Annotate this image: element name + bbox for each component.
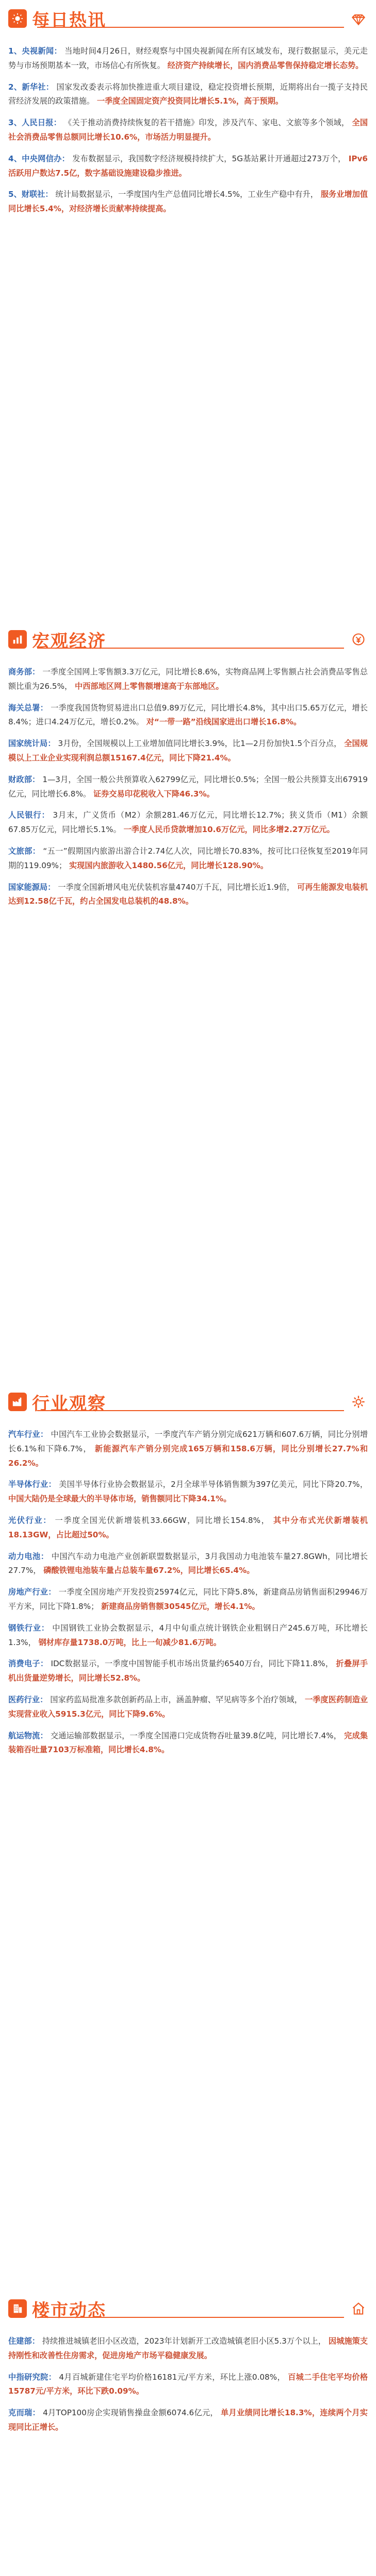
item-highlight: IPv6活跃用户数达7.5亿，数字基础设施建设稳步推进。 xyxy=(8,154,368,178)
item-text: 当地时间4月26日，财经观察与中国央视新闻在所有区域发布，现行数据显示，美元走势与市场预期基本一致，市场信心有所恢复。 xyxy=(8,46,368,70)
news-item xyxy=(8,1550,368,1579)
item-text: 一季度全国光伏新增装机33.66GW，同比增长154.8%， xyxy=(55,1515,270,1525)
item-highlight: 新能源汽车产销分别完成165万辆和158.6万辆，同比分别增长27.7%和26.2%。 xyxy=(8,1444,368,1468)
item-text: 《关于推动消费持续恢复的若干措施》印发，涉及汽车、家电、文旅等多个领域， xyxy=(64,118,350,128)
item-highlight: 单月业绩同比增长18.3%，连续两个月实现同比正增长。 xyxy=(8,2408,368,2432)
item-highlight: 一季度医药制造业实现营业收入5915.3亿元，同比下降9.6%。 xyxy=(8,1694,368,1719)
item-text: 一季度全国网上零售额3.3万亿元，同比增长8.6%，实物商品网上零售额占社会消费品零售总额比重为26.5%， xyxy=(8,667,368,691)
item-text: 一季度全国房地产开发投资25974亿元，同比下降5.8%，新建商品房销售面积29946万平方米，同比下降1.8%； xyxy=(8,1587,368,1611)
item-text: IDC数据显示，一季度中国智能手机市场出货量约6540万台，同比下降11.8%， xyxy=(51,1659,334,1669)
building-icon xyxy=(8,2299,27,2318)
item-highlight: 中国大陆仍是全球最大的半导体市场，销售额同比下降34.1%。 xyxy=(8,1494,232,1504)
section-header xyxy=(8,621,368,658)
item-lead: 汽车行业： xyxy=(8,1430,48,1439)
news-item xyxy=(8,1478,368,1506)
news-item xyxy=(8,844,368,873)
item-lead: 国家统计局： xyxy=(8,739,56,749)
news-item xyxy=(8,2370,368,2399)
item-text: 统计局数据显示，一季度国内生产总值同比增长4.5%，工业生产稳中有升， xyxy=(55,190,318,199)
item-highlight: 新建商品房销售额30545亿元，增长4.1%。 xyxy=(101,1601,260,1611)
item-lead: 住建部： xyxy=(8,2336,40,2346)
item-lead: 中指研究院： xyxy=(8,2372,57,2382)
news-item xyxy=(8,808,368,837)
news-item xyxy=(8,2406,368,2435)
news-item xyxy=(8,880,368,909)
item-text: 一季度全国新增风电光伏装机容量4740万千瓦，同比增长近1.9倍， xyxy=(58,882,295,892)
item-highlight: 完成集装箱吞吐量7103万标准箱，同比增长4.8%。 xyxy=(8,1731,368,1755)
item-lead: 海关总署： xyxy=(8,703,48,713)
item-lead: 财政部： xyxy=(8,774,40,784)
item-lead: 医药行业： xyxy=(8,1694,48,1704)
item-lead: 商务部： xyxy=(8,667,40,676)
section-title: 楼市动态 xyxy=(32,2300,106,2321)
item-text: 中国汽车工业协会数据显示，一季度汽车产销分别完成621万辆和607.6万辆，同比分别增长6.1%和下降6.7%， xyxy=(8,1430,368,1453)
item-highlight: 全国规模以上工业企业实现利润总额15167.4亿元，同比下降21.4%。 xyxy=(8,739,368,762)
item-lead: 5、财联社： xyxy=(8,190,53,199)
item-highlight: 对“一带一路”沿线国家进出口增长16.8%。 xyxy=(146,717,302,727)
item-text: 交通运输部数据显示，一季度全国港口完成货物吞吐量39.8亿吨，同比增长7.4%， xyxy=(50,1731,342,1740)
item-lead: 1、央视新闻： xyxy=(8,46,62,56)
item-lead: 国家能源局： xyxy=(8,882,56,892)
item-lead: 房地产行业： xyxy=(8,1587,56,1597)
item-lead: 文旅部： xyxy=(8,846,41,856)
news-item xyxy=(8,152,368,181)
item-lead: 钢铁行业： xyxy=(8,1623,50,1633)
item-highlight: 服务业增加值同比增长5.4%，对经济增长贡献率持续提高。 xyxy=(8,190,368,214)
factory-icon xyxy=(8,1393,27,1411)
section-daily-news xyxy=(0,0,376,621)
news-item xyxy=(8,737,368,766)
item-text: 美国半导体行业协会数据显示，2月全球半导体销售额为397亿美元，同比下降20.7%， xyxy=(59,1480,368,1489)
section-macro-economy xyxy=(0,621,376,1383)
section-title: 行业观察 xyxy=(32,1393,106,1414)
news-item xyxy=(8,665,368,694)
item-text: 国家药监局批准多款创新药品上市，涵盖肿瘤、罕见病等多个治疗领域， xyxy=(50,1694,303,1704)
item-highlight: 证券交易印花税收入下降46.3%。 xyxy=(93,789,215,799)
news-item xyxy=(8,773,368,802)
item-text: 发布数据显示，我国数字经济规模持续扩大，5G基站累计开通超过273万个， xyxy=(72,154,346,163)
item-text: 中国钢铁工业协会数据显示，4月中旬重点统计钢铁企业粗钢日产245.6万吨，环比增长1.3%， xyxy=(8,1623,368,1647)
item-text: 中国汽车动力电池产业创新联盟数据显示，3月我国动力电池装车量27.8GWh，同比增长27.7%， xyxy=(8,1551,368,1575)
sun-icon xyxy=(8,9,27,28)
item-text: 一季度我国货物贸易进出口总值9.89万亿元，同比增长4.8%，其中出口5.65万亿元，增长8.4%；进口4.24万亿元，增长0.2%。 xyxy=(8,703,368,727)
item-text: “五一”假期国内旅游出游合计2.74亿人次，同比增长70.83%，按可比口径恢复至2019年同期的119.09%； xyxy=(8,846,368,870)
item-text: 4月TOP100房企实现销售操盘金额6074.6亿元， xyxy=(43,2408,218,2418)
news-item xyxy=(8,188,368,216)
item-lead: 航运物流： xyxy=(8,1731,48,1740)
item-lead: 动力电池： xyxy=(8,1551,49,1561)
diamond-icon xyxy=(349,9,368,28)
gear-icon xyxy=(349,1393,368,1411)
section-property-market xyxy=(0,2290,376,2576)
item-highlight: 一季度全国固定资产投资同比增长5.1%，高于预期。 xyxy=(96,96,283,106)
coin-icon xyxy=(349,630,368,649)
news-item xyxy=(8,80,368,109)
news-item xyxy=(8,116,368,145)
item-lead: 消费电子： xyxy=(8,1659,48,1669)
item-lead: 2、新华社： xyxy=(8,82,54,92)
item-lead: 4、中央网信办： xyxy=(8,154,70,163)
section-header xyxy=(8,1383,368,1420)
news-item xyxy=(8,44,368,73)
item-text: 持续推进城镇老旧小区改造，2023年计划新开工改造城镇老旧小区5.3万个以上， xyxy=(42,2336,326,2346)
section-header xyxy=(8,0,368,37)
section-header xyxy=(8,2290,368,2327)
news-item xyxy=(8,1657,368,1686)
item-text: 4月百城新建住宅平均价格16181元/平方米，环比上涨0.08%， xyxy=(59,2372,285,2382)
item-highlight: 一季度人民币贷款增加10.6万亿元，同比多增2.27万亿元。 xyxy=(123,825,335,835)
item-text: 3月份，全国规模以上工业增加值同比增长3.9%，比1—2月份加快1.5个百分点， xyxy=(58,739,342,749)
item-highlight: 磷酸铁锂电池装车量占总装车量67.2%，同比增长65.4%。 xyxy=(43,1566,255,1575)
item-text: 国家发改委表示将加快推进重大项目建设，稳定投资增长预期，近期将出台一揽子支持民营经济发展的政策措施。 xyxy=(8,82,368,106)
news-item xyxy=(8,2334,368,2363)
news-item xyxy=(8,1585,368,1614)
house-icon xyxy=(349,2299,368,2318)
item-highlight: 百城二手住宅平均价格15787元/平方米，环比下跌0.09%。 xyxy=(8,2372,368,2396)
news-item xyxy=(8,701,368,730)
item-lead: 光伏行业： xyxy=(8,1515,52,1525)
item-lead: 克而瑞： xyxy=(8,2408,40,2418)
item-highlight: 钢材库存量1738.0万吨，比上一旬减少81.6万吨。 xyxy=(38,1637,221,1647)
section-title: 每日热讯 xyxy=(32,10,106,31)
news-item xyxy=(8,1729,368,1758)
item-highlight: 其中分布式光伏新增装机18.13GW，占比超过50%。 xyxy=(8,1515,368,1539)
item-lead: 3、人民日报： xyxy=(8,118,61,128)
item-highlight: 实现国内旅游收入1480.56亿元，同比增长128.90%。 xyxy=(69,860,268,870)
item-text: 1—3月，全国一般公共预算收入62799亿元，同比增长0.5%；全国一般公共预算支出67919亿元，同比增长6.8%。 xyxy=(8,774,368,799)
chart-icon xyxy=(8,630,27,649)
item-lead: 人民银行： xyxy=(8,810,50,820)
item-highlight: 中西部地区网上零售额增速高于东部地区。 xyxy=(75,681,224,691)
news-item xyxy=(8,1621,368,1650)
news-item xyxy=(8,1514,368,1543)
item-text: 3月末，广义货币（M2）余额281.46万亿元，同比增长12.7%；狭义货币（M1）余额67.85万亿元，同比增长5.1%。 xyxy=(8,810,368,835)
section-industry xyxy=(0,1383,376,2290)
news-item xyxy=(8,1693,368,1722)
section-title: 宏观经济 xyxy=(32,631,106,652)
item-lead: 半导体行业： xyxy=(8,1480,56,1489)
item-highlight: 全国社会消费品零售总额同比增长10.6%，市场活力明显提升。 xyxy=(8,118,368,142)
item-highlight: 折叠屏手机出货量逆势增长，同比增长52.8%。 xyxy=(8,1659,368,1683)
item-highlight: 经济资产持续增长，国内消费品零售保持稳定增长态势。 xyxy=(167,60,364,70)
item-highlight: 因城施策支持刚性和改善性住房需求，促进房地产市场平稳健康发展。 xyxy=(8,2336,368,2360)
news-item xyxy=(8,1428,368,1470)
item-highlight: 可再生能源发电装机达到12.58亿千瓦，约占全国发电总装机的48.8%。 xyxy=(8,882,368,906)
